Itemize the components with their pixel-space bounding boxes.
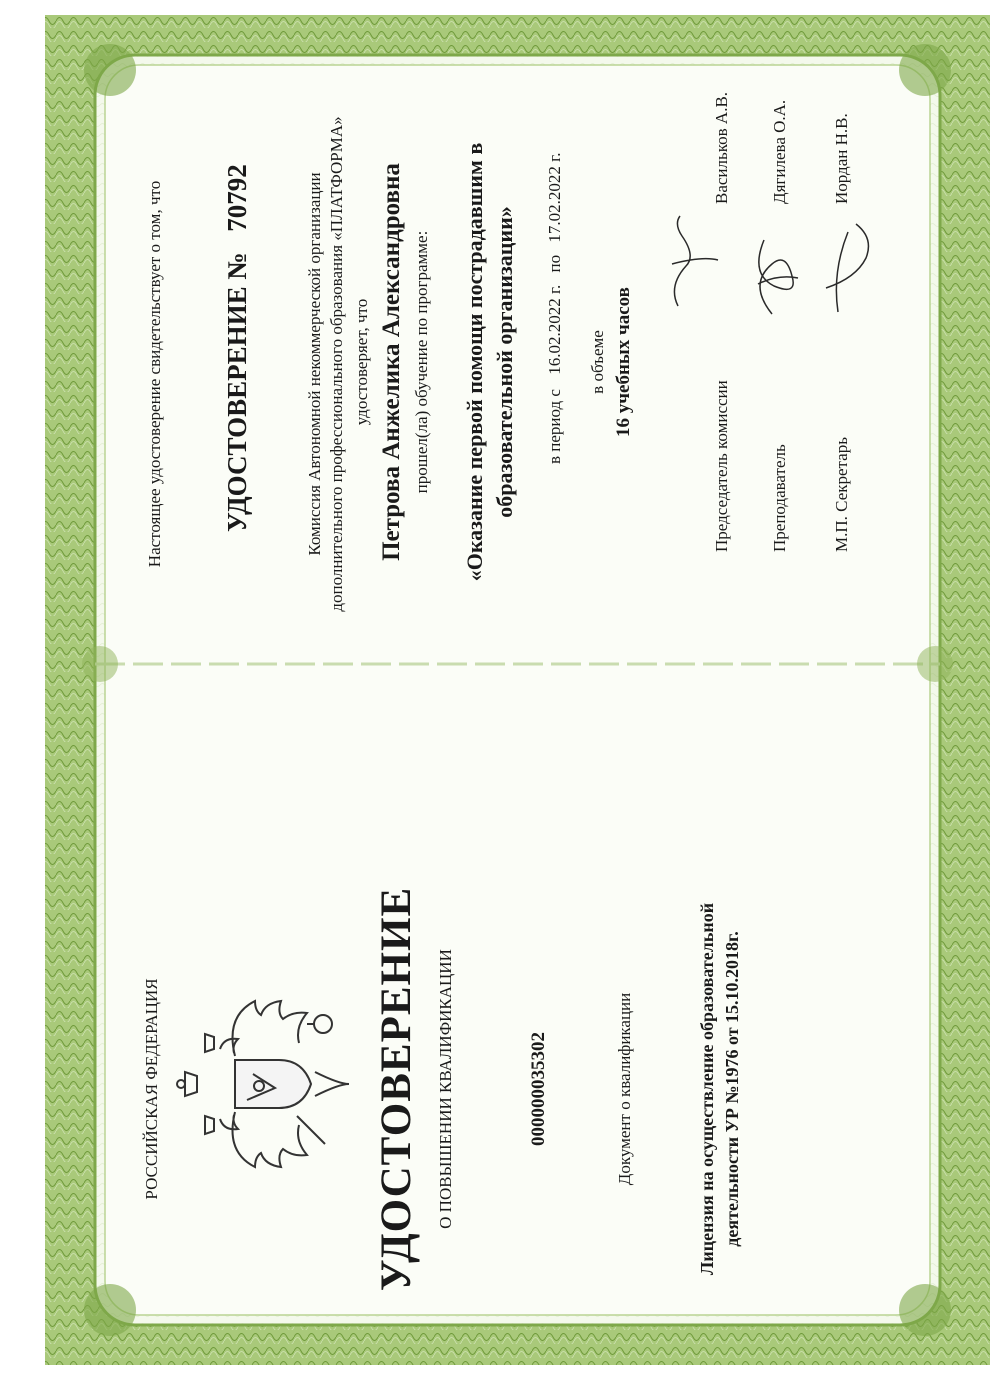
signature-marks [660,204,890,324]
program-title-line-2: образовательной организации» [492,206,517,518]
program-title-line-1: «Оказание первой помощи пострадавшим в [462,142,487,582]
training-period [545,153,565,464]
signatory-name-teacher: Дягилева О.А. [770,99,789,204]
cover-subtitle: О ПОВЫШЕНИИ КВАЛИФИКАЦИИ [436,949,455,1229]
intro-text: Настоящее удостоверение свидетельствует о том, что [145,180,164,568]
license-line-1: Лицензия на осуществление образовательной [697,902,717,1276]
training-hours: 16 учебных часов [613,287,634,437]
certificate-title [222,164,253,532]
period-prefix: в период с [545,389,564,464]
signatory-name-chair: Васильков А.В. [712,91,731,204]
date-from: 16.02.2022 г. [545,284,564,375]
signatory-role-chair: Председатель комиссии [712,380,731,552]
signatory-name-secretary: Иордан Н.В. [832,113,851,204]
completed-training-text: прошел(ла) обучение по программе: [412,230,431,494]
volume-label: в объеме [588,330,607,394]
signatory-role-secretary: М.П. Секретарь [832,437,851,552]
certificate-serial-number: 000000035302 [528,1032,549,1146]
organization-line-1: Комиссия Автономной некоммерческой организации [305,172,324,556]
organization-line-2: дополнительного профессионального образования «ПЛАТФОРМА» [327,116,346,612]
license-line-2: деятельности УР №1976 от 15.10.2018г. [722,931,742,1247]
country-label: РОССИЙСКАЯ ФЕДЕРАЦИЯ [142,978,161,1200]
coat-of-arms-icon [175,994,355,1174]
cover-title: УДОСТОВЕРЕНИЕ [373,886,420,1292]
document-type: Документ о квалификации [615,992,634,1186]
certificate-title-label: УДОСТОВЕРЕНИЕ № [222,252,252,532]
period-mid: по [545,254,564,273]
certificate-title-number: 70792 [222,164,252,232]
date-to: 17.02.2022 г. [545,152,564,243]
trainee-name: Петрова Анжелика Александровна [378,163,405,561]
signatory-role-teacher: Преподаватель [770,444,789,552]
certifies-text: удостоверяет, что [352,298,371,426]
